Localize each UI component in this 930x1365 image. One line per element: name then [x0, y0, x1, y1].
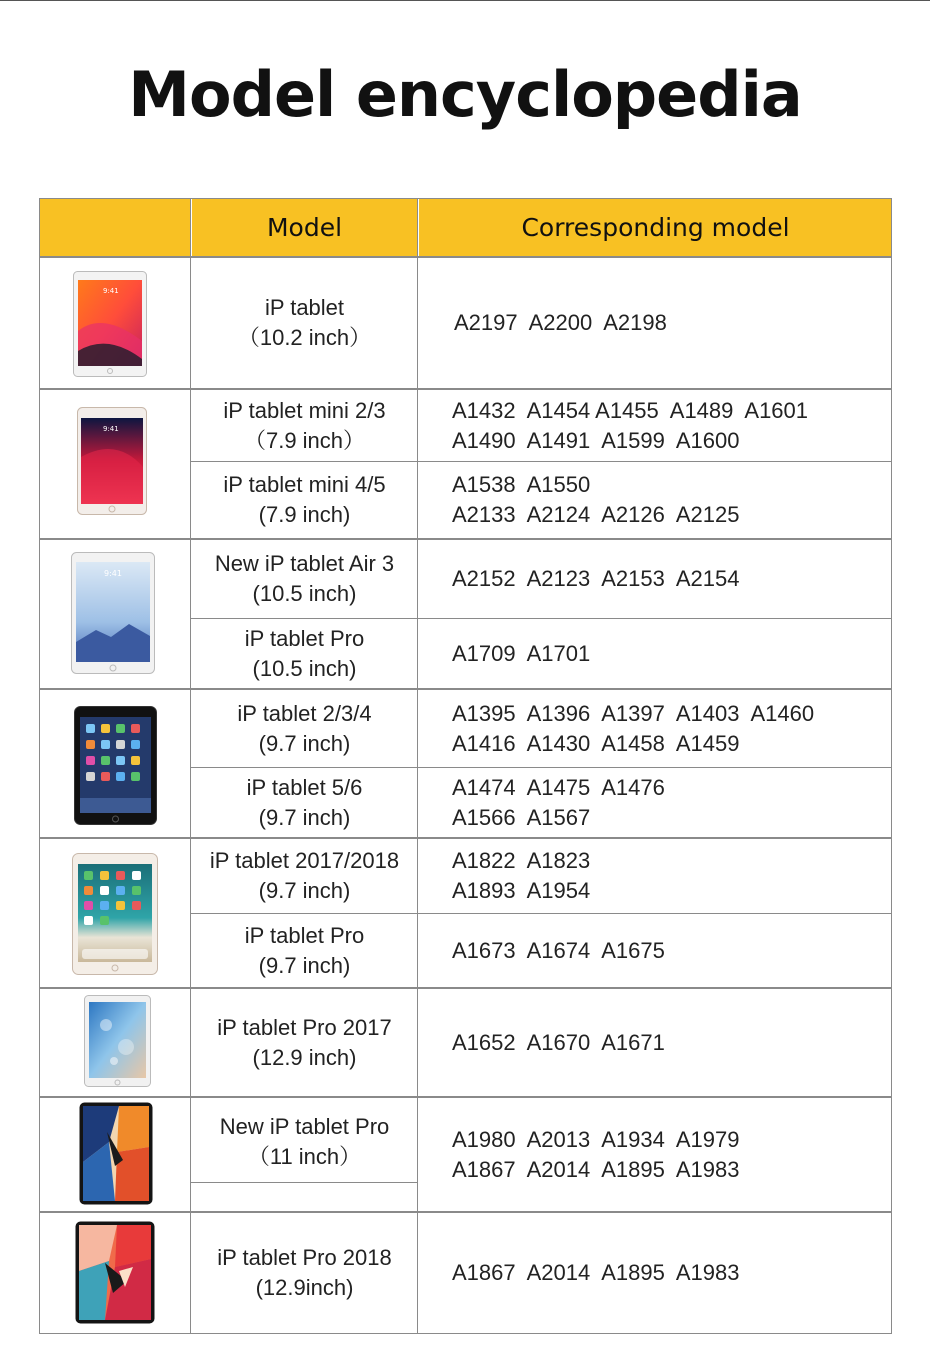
model-name: iP tablet 5/6: [246, 774, 363, 800]
table-row-model: [191, 1098, 418, 1184]
tablet-image: [74, 706, 157, 825]
model-name: iP tablet Pro 2017: [217, 1014, 392, 1040]
table-row-model: [191, 914, 418, 987]
model-codes-line: A1652 A1670 A1671: [452, 1029, 665, 1055]
tablet-image: [84, 995, 151, 1087]
table-row-codes: [452, 540, 882, 618]
table-row-codes: [452, 839, 882, 913]
model-name: New iP tablet Pro: [219, 1114, 390, 1139]
table-row-codes: [452, 690, 882, 767]
tablet-image: [73, 271, 147, 377]
model-codes-line: A1822 A1823: [452, 848, 591, 873]
tablet-clock: 9:41: [104, 569, 122, 578]
table-border-bottom: [39, 1333, 892, 1334]
model-name: iP tablet 2017/2018: [209, 848, 400, 873]
model-codes-line: A1395 A1396 A1397 A1403 A1460: [452, 700, 815, 726]
header-model: Model: [192, 198, 417, 257]
table-row-model: [191, 839, 418, 913]
model-codes-line: A1416 A1430 A1458 A1459: [452, 730, 740, 756]
top-rule: [0, 0, 930, 1]
model-name: New iP tablet Air 3: [214, 551, 395, 576]
tablet-image: [77, 407, 147, 515]
model-codes-line: A1490 A1491 A1599 A1600: [452, 427, 740, 453]
table-border-left: [39, 198, 40, 1334]
model-name: iP tablet mini 2/3: [223, 397, 386, 423]
table-row-model: [191, 1213, 418, 1333]
model-codes-line: A1673 A1674 A1675: [452, 937, 665, 963]
model-name: iP tablet Pro 2018: [217, 1245, 392, 1270]
tablet-image: [72, 853, 158, 975]
model-size: （10.2 inch）: [237, 325, 372, 350]
tablet-clock: 9:41: [103, 425, 119, 433]
table-row-model: [191, 462, 418, 538]
table-row-codes: [452, 619, 882, 688]
table-row-codes: [452, 1098, 882, 1211]
model-name: iP tablet mini 4/5: [223, 472, 386, 497]
tablet-image: [75, 1221, 155, 1324]
model-size: (12.9 inch): [252, 1044, 357, 1070]
model-size: （11 inch）: [247, 1144, 362, 1169]
table-row-codes: [454, 258, 884, 388]
model-size: (9.7 inch): [258, 878, 351, 903]
header-image-cell: [39, 198, 190, 257]
model-codes-line: A2152 A2123 A2153 A2154: [452, 566, 740, 591]
table-row-codes: [452, 914, 882, 987]
table-row-codes: [452, 989, 882, 1096]
model-size: (9.7 inch): [258, 804, 351, 830]
model-size: (9.7 inch): [258, 730, 351, 756]
table-row-model: [191, 258, 418, 388]
model-size: (9.7 inch): [258, 952, 351, 978]
model-size: (10.5 inch): [252, 581, 357, 606]
model-codes-line: A2197 A2200 A2198: [454, 310, 667, 335]
model-codes-line: A1867 A2014 A1895 A1983: [452, 1156, 740, 1182]
table-border-top: [39, 198, 892, 199]
table-row-model: [191, 690, 418, 767]
model-size: （7.9 inch）: [243, 427, 366, 453]
model-codes-line: A1867 A2014 A1895 A1983: [452, 1260, 740, 1285]
model-name: iP tablet 2/3/4: [237, 700, 372, 726]
model-codes-line: A1432 A1454 A1455 A1489 A1601: [452, 397, 809, 423]
model-codes-line: A1538 A1550: [452, 472, 591, 497]
tablet-image: [79, 1102, 153, 1205]
model-codes-line: A1566 A1567: [452, 804, 591, 830]
model-size: (10.5 inch): [252, 655, 357, 681]
table-row-model: [191, 390, 418, 461]
table-row-codes: [452, 462, 882, 538]
tablet-clock: 9:41: [103, 287, 119, 295]
model-name: iP tablet Pro: [244, 922, 365, 948]
table-row-codes: [452, 768, 882, 837]
table-border-right: [891, 198, 892, 1334]
table-row-model: [191, 619, 418, 688]
table-row-model: [191, 989, 418, 1096]
model-size: (7.9 inch): [258, 502, 351, 527]
table-row-model: [191, 768, 418, 837]
model-codes-line: A1709 A1701: [452, 640, 591, 666]
tablet-image: [71, 552, 155, 674]
model-codes-line: A1474 A1475 A1476: [452, 774, 665, 800]
table-row-codes: [452, 390, 882, 461]
model-size: (12.9inch): [255, 1275, 354, 1300]
table-row-model: [191, 540, 418, 618]
table-row-codes: [452, 1213, 882, 1333]
model-table: [39, 198, 892, 1334]
model-codes-line: A1893 A1954: [452, 878, 591, 903]
model-name: iP tablet: [264, 295, 345, 320]
page-title: Model encyclopedia: [128, 58, 802, 131]
model-name: iP tablet Pro: [244, 625, 365, 651]
model-codes-line: A1980 A2013 A1934 A1979: [452, 1126, 740, 1152]
header-corresponding-model: Corresponding model: [419, 198, 892, 257]
model-codes-line: A2133 A2124 A2126 A2125: [452, 502, 740, 527]
